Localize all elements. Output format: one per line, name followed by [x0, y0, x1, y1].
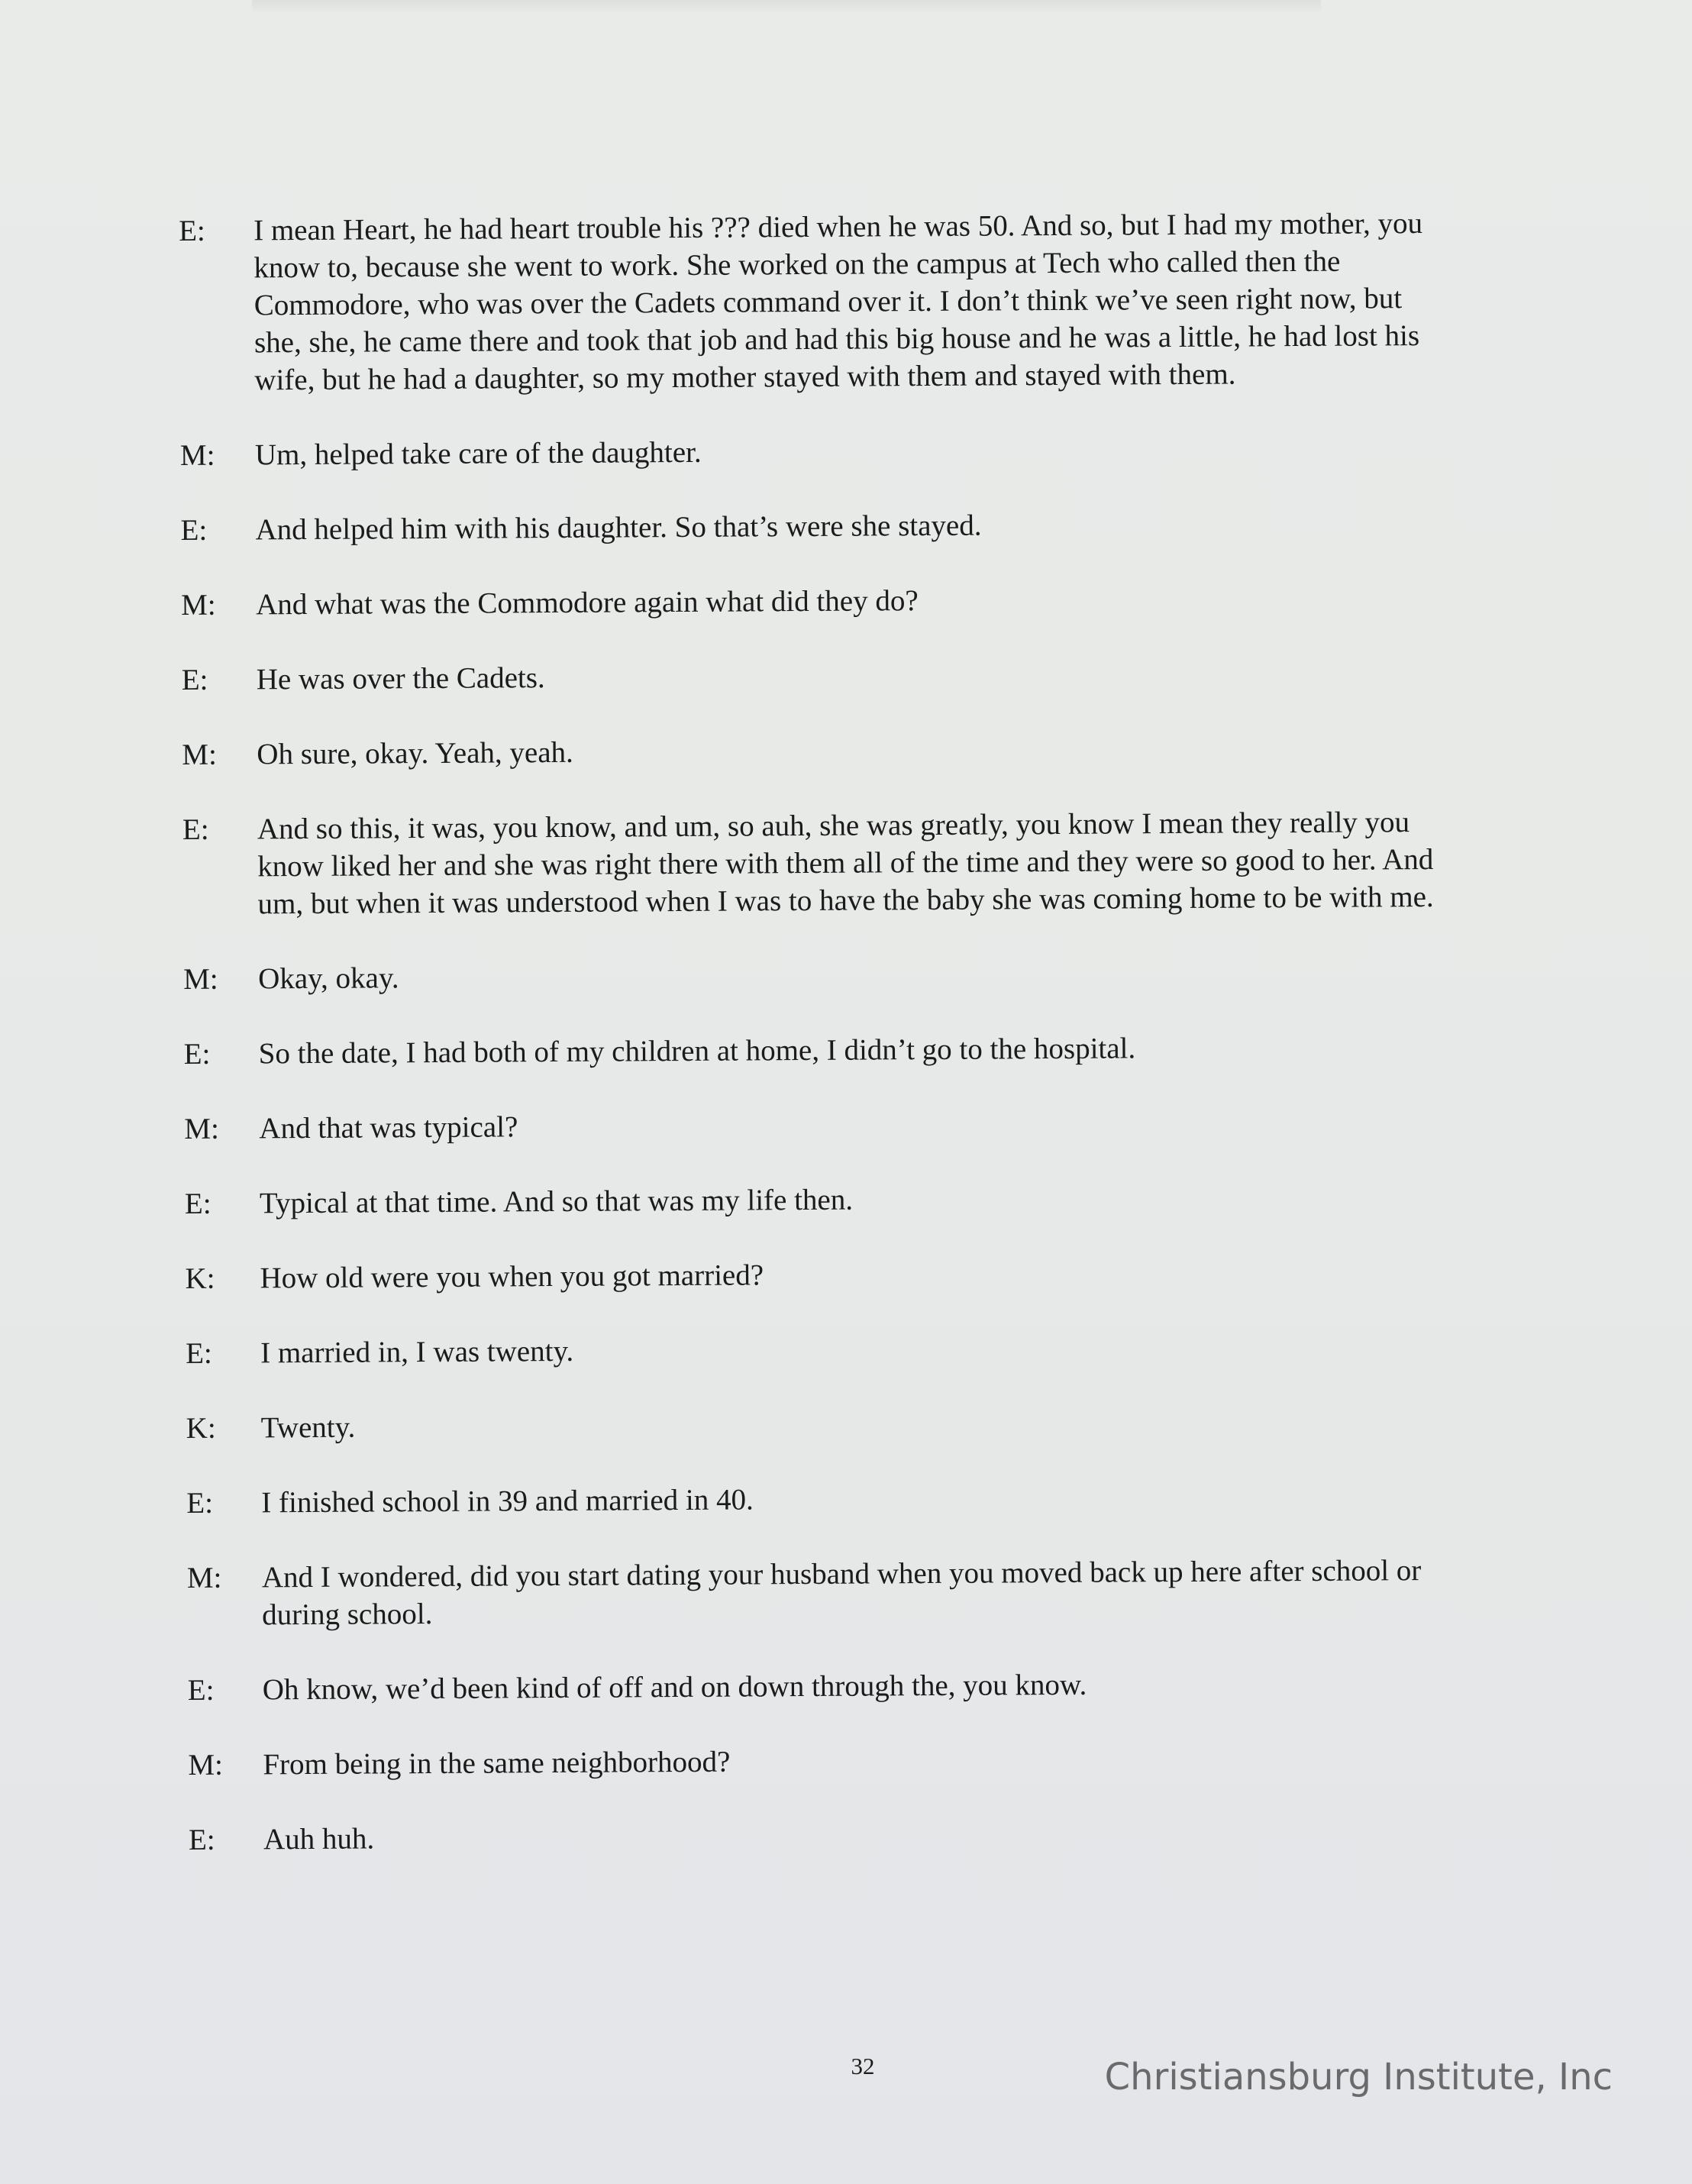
transcript-turn [179, 205, 1477, 399]
speaker-label: M: [186, 1561, 222, 1594]
speaker-label: E: [187, 1673, 215, 1707]
transcript-turn [185, 1178, 1483, 1223]
utterance-text: I finished school in 39 and married in 40. [261, 1483, 754, 1520]
utterance-text: Oh know, we’d been kind of off and on down through the, you know. [262, 1668, 1087, 1707]
utterance-text: Oh sure, okay. Yeah, yeah. [257, 735, 573, 771]
utterance-text: And what was the Commodore again what did they do? [256, 584, 919, 622]
transcript-turn [189, 1814, 1487, 1859]
speaker-label: M: [183, 962, 218, 996]
transcript-turn [180, 429, 1478, 474]
speaker-label: M: [184, 1112, 219, 1145]
speaker-label: E: [183, 1037, 211, 1071]
transcript-turn [183, 953, 1481, 998]
transcript-turn [186, 1477, 1484, 1522]
page-number: 32 [851, 2053, 875, 2079]
transcript-turn [186, 1327, 1484, 1372]
speaker-label: E: [182, 813, 209, 846]
utterance-text: From being in the same neighborhood? [263, 1745, 731, 1782]
speaker-label: E: [180, 513, 208, 547]
transcript-turn [180, 504, 1478, 549]
interview-transcript [179, 205, 1487, 1859]
transcript-turn [187, 1552, 1486, 1634]
transcript-turn [181, 579, 1479, 624]
speaker-label: E: [184, 1187, 212, 1220]
speaker-label: M: [181, 588, 216, 622]
transcript-turn [188, 1739, 1486, 1784]
transcript-turn [186, 1402, 1484, 1447]
utterance-text: Twenty. [260, 1410, 356, 1445]
transcript-turn [185, 1252, 1483, 1297]
transcript-turn [182, 654, 1480, 699]
transcript-turn [188, 1664, 1486, 1709]
speaker-label: E: [181, 663, 208, 696]
speaker-label: K: [185, 1262, 215, 1295]
utterance-text: And I wondered, did you start dating your husband when you moved back up here after school or during school. [261, 1554, 1422, 1632]
utterance-text: And so this, it was, you know, and um, so auh, she was greatly, you know I mean they really you know liked her and she was right there with them all of the time and they were so good to her. And um, but when it was understood when I was to have the baby she was coming home to be with me. [257, 806, 1434, 921]
speaker-label: M: [179, 438, 215, 472]
speaker-label: E: [186, 1486, 214, 1520]
transcript-turn [182, 729, 1480, 774]
utterance-text: Okay, okay. [258, 961, 399, 996]
speaker-label: M: [182, 738, 217, 771]
transcript-turn [184, 1028, 1482, 1073]
utterance-text: He was over the Cadets. [256, 661, 545, 696]
utterance-text: I married in, I was twenty. [260, 1334, 574, 1370]
show-through-text [252, 0, 1321, 14]
utterance-text: So the date, I had both of my children at home, I didn’t go to the hospital. [258, 1032, 1136, 1071]
utterance-text: Typical at that time. And so that was my life then. [259, 1183, 854, 1220]
utterance-text: Auh huh. [263, 1822, 375, 1856]
utterance-text: Um, helped take care of the daughter. [254, 435, 702, 472]
utterance-text: I mean Heart, he had heart trouble his ??? died when he was 50. And so, but I had my mother, you know to, because she went to work. She worked on the campus at Tech who called then the Commodore, who was over the Cadets command over it. I don’t think we’ve seen right now, but she, she, he came there and took that job and had this big house and he was a little, he had lost his wife, but he had a daughter, so my mother stayed with them and stayed with them. [253, 207, 1423, 397]
speaker-label: E: [179, 214, 205, 247]
utterance-text: How old were you when you got married? [260, 1258, 764, 1295]
utterance-text: And that was typical? [259, 1110, 518, 1145]
speaker-label: M: [188, 1748, 224, 1782]
watermark: Christiansburg Institute, Inc [1104, 2056, 1613, 2098]
speaker-label: K: [186, 1411, 216, 1445]
utterance-text: And helped him with his daughter. So that’s were she stayed. [255, 509, 982, 547]
transcript-turn [184, 1103, 1482, 1148]
transcript-turn [182, 803, 1481, 923]
speaker-label: E: [188, 1823, 215, 1856]
speaker-label: E: [185, 1336, 212, 1370]
